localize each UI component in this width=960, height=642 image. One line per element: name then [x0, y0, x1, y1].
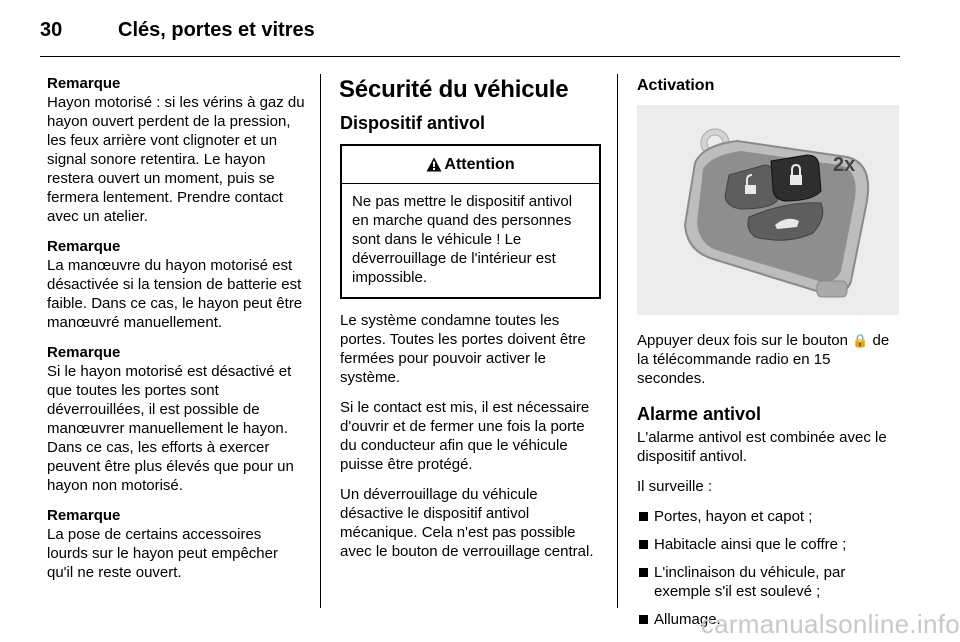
press-count-label: 2x	[833, 154, 856, 176]
list-item-text: Habitacle ainsi que le coffre ;	[654, 536, 847, 553]
column-left	[47, 74, 305, 593]
activation-heading: Activation	[637, 77, 715, 94]
warning-text: Ne pas mettre le dispositif antivol en marche quand des personnes sont dans le véhicule ! Le déverrouillage de l'intérieur est impossible.	[352, 193, 573, 286]
remark-title: Remarque	[47, 344, 121, 361]
paragraph: Un déverrouillage du véhicule désactive le dispositif antivol mécanique. Cela n'est pas possible avec le bouton de verrouillage central.	[340, 486, 594, 560]
activation-text-part: Appuyer deux fois sur le bouton	[637, 332, 853, 349]
page-number: 30	[40, 19, 63, 41]
monitors-label: Il surveille :	[637, 478, 713, 495]
bullet-square-icon	[639, 540, 648, 549]
remark-title: Remarque	[47, 507, 121, 524]
remark-text: La pose de certains accessoires lourds sur le hayon peut empêcher qu'il ne reste ouvert.	[47, 526, 278, 581]
paragraph: Le système condamne toutes les portes. Toutes les portes doivent être fermées pour pouvoir activer le système.	[340, 312, 586, 386]
warning-header	[342, 146, 599, 184]
remark	[47, 74, 305, 226]
paragraph: Si le contact est mis, il est nécessaire d'ouvrir et de fermer une fois la porte du conducteur afin que le véhicule puisse être protégé.	[340, 399, 590, 473]
list-item	[637, 507, 899, 526]
remark	[47, 237, 305, 332]
remark-title: Remarque	[47, 238, 121, 255]
section-heading: Sécurité du véhicule	[339, 76, 569, 103]
activation-text	[637, 331, 899, 388]
alarm-heading: Alarme antivol	[637, 404, 762, 424]
list-item-text: Portes, hayon et capot ;	[654, 508, 813, 525]
bullet-square-icon	[639, 615, 648, 624]
list-item-text: Allumage.	[654, 611, 721, 628]
activation-text-part: de la télécommande radio en 15 secondes.	[637, 332, 890, 387]
column-right	[637, 74, 899, 638]
column-divider-2	[617, 74, 618, 608]
bullet-square-icon	[639, 512, 648, 521]
header-rule	[40, 56, 900, 57]
list-item	[637, 563, 899, 601]
remark-title: Remarque	[47, 75, 121, 92]
key-fob-icon	[637, 105, 899, 315]
alarm-intro: L'alarme antivol est combinée avec le dispositif antivol.	[637, 429, 887, 465]
lock-icon: 🔒	[852, 333, 869, 348]
bullet-square-icon	[639, 568, 648, 577]
watermark: carmanualsonline.info	[700, 609, 960, 639]
column-divider-1	[320, 74, 321, 608]
warning-triangle-icon	[426, 157, 442, 172]
remark	[47, 506, 305, 582]
subsection-heading: Dispositif antivol	[340, 113, 486, 133]
warning-box	[340, 144, 601, 299]
list-item	[637, 535, 899, 554]
remark-text: Hayon motorisé : si les vérins à gaz du hayon ouvert perdent de la pression, les feux arrière vont clignoter et un signal sonore retentira. Le hayon restera ouvert un moment, puis se fermera lentement. Prendre contact avec un atelier.	[47, 94, 305, 225]
warning-label: Attention	[444, 156, 515, 173]
column-middle	[340, 74, 601, 572]
remark-text: Si le hayon motorisé est désactivé et que toutes les portes sont déverrouillées, il est possible de manœuvrer manuellement le hayon. Dans ce cas, les efforts à exercer peuvent être plus élevés que pour un hayon non motorisé.	[47, 363, 294, 494]
chapter-title: Clés, portes et vitres	[118, 19, 315, 41]
remark	[47, 343, 305, 495]
key-fob-illustration	[637, 105, 899, 315]
list-item-text: L'inclinaison du véhicule, par exemple s'il est soulevé ;	[654, 564, 846, 600]
remark-text: La manœuvre du hayon motorisé est désactivée si la tension de batterie est faible. Dans ce cas, le hayon peut être manœuvré manuellement.	[47, 257, 303, 331]
